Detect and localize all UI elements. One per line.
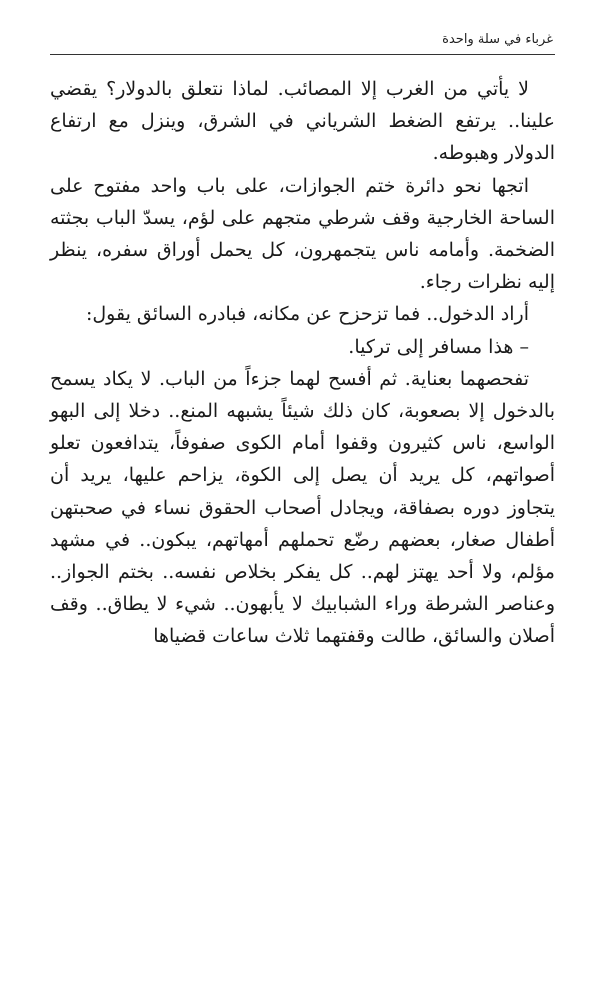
running-head: غرباء في سلة واحدة <box>50 30 555 55</box>
paragraph-1: لا يأتي من الغرب إلا المصائب. لماذا نتعلق بالدولار؟ يقضي علينا.. يرتفع الضغط الشرياني في الشرق، وينزل مع ارتفاع الدولار وهبوطه. <box>50 78 555 165</box>
paragraph-2: اتجها نحو دائرة ختم الجوازات، على باب واحد مفتوح على الساحة الخارجية وقف شرطي متجهم على لؤم، يسدّ الباب بجثته الضخمة. وأمامه ناس يتجمهرون، كل يحمل أوراق سفره، ينظر إليه نظرات رجاء. <box>50 174 555 294</box>
body-text <box>50 73 555 653</box>
book-page <box>50 30 555 980</box>
paragraph-4-dialogue: – هذا مسافر إلى تركيا. <box>348 335 529 358</box>
paragraph-3: أراد الدخول.. فما تزحزح عن مكانه، فبادره السائق يقول: <box>85 303 529 326</box>
paragraph-5: تفحصهما بعناية. ثم أفسح لهما جزءاً من الباب. لا يكاد يسمح بالدخول إلا بصعوبة، كان ذلك شيئاً يشبهه المنع.. دخلا إلى البهو الواسع، ناس كثيرون وقفوا أمام الكوى صفوفاً، يتدافعون تعلو أصواتهم، كل يريد أن يصل إلى الكوة، يزاحم عليها، يريد أن يتجاوز دوره بصفاقة، ويجادل أصحاب الحقوق نساء في صحبتهن أطفال صغار، بعضهم رضّع تحملهم أمهاتهم، يبكون.. في مشهد مؤلم، ولا أحد يهتز لهم.. كل يفكر بخلاص نفسه.. بختم الجواز.. وعناصر الشرطة وراء الشبابيك لا يأبهون.. شيء لا يطاق.. وقف أصلان والسائق، طالت وقفتهما ثلاث ساعات قضياها <box>50 367 555 648</box>
